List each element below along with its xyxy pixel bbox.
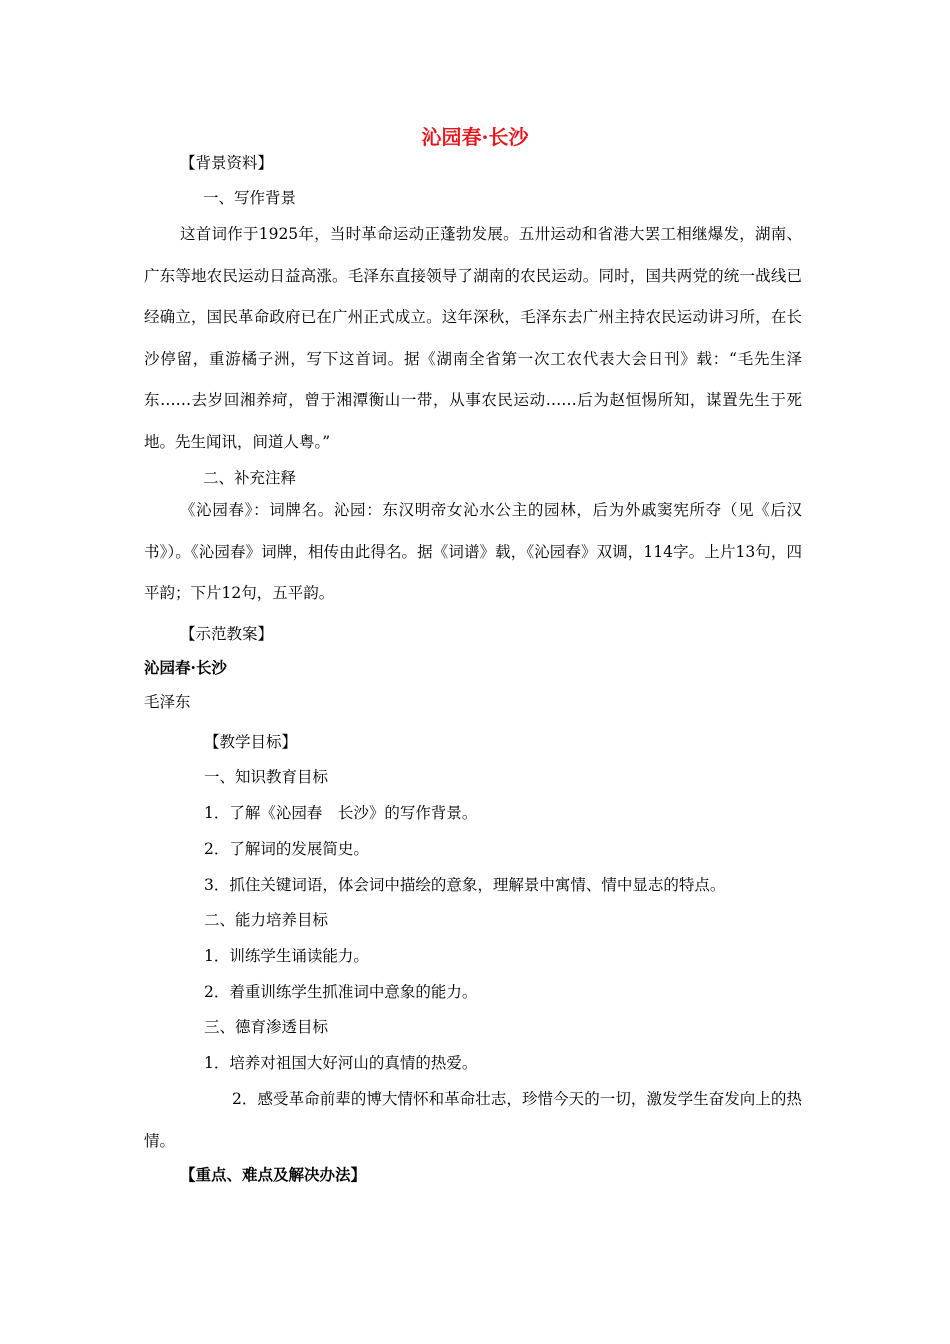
knowledge-goal-item: 2．了解词的发展简史。 (204, 840, 369, 858)
background-heading: 【背景资料】 (180, 154, 274, 172)
page-title: 沁园春·长沙 (421, 125, 529, 149)
writing-background-heading: 一、写作背景 (203, 189, 297, 207)
teaching-goals-heading: 【教学目标】 (204, 733, 298, 751)
ability-goal-item: 1．训练学生诵读能力。 (204, 947, 369, 965)
supplementary-notes-paragraph: 《沁园春》：词牌名。沁园：东汉明帝女沁水公主的园林，后为外戚窦宪所夺（见《后汉书》）。《沁园春》词牌，相传由此得名。据《词谱》载，《沁园春》双调，114字。上片13句，四平韵；下片12句，五平韵。 (144, 501, 802, 602)
key-points-heading: 【重点、难点及解决办法】 (180, 1165, 367, 1184)
moral-goal-item: 1．培养对祖国大好河山的真情的热爱。 (204, 1054, 478, 1072)
knowledge-goal-item: 1．了解《沁园春 长沙》的写作背景。 (204, 804, 478, 822)
moral-goals-heading: 三、德育渗透目标 (204, 1018, 329, 1036)
moral-goal-item: 2．感受革命前辈的博大情怀和革命壮志，珍惜今天的一切，激发学生奋发向上的热情。 (144, 1090, 802, 1150)
writing-background-paragraph: 这首词作于1925年，当时革命运动正蓬勃发展。五卅运动和省港大罢工相继爆发，湖南、广东等地农民运动日益高涨。毛泽东直接领导了湖南的农民运动。同时，国共两党的统一战线已经确立，国民革命政府已在广州正式成立。这年深秋，毛泽东去广州主持农民运动讲习所，在长沙停留，重游橘子洲，写下这首词。据《湖南全省第一次工农代表大会日刊》载：“毛先生泽东……去岁回湘养疴，曾于湘潭衡山一带，从事农民运动……后为赵恒惕所知，谋置先生于死地。先生闻讯，间道人粤。” (144, 225, 802, 451)
supplementary-notes-heading: 二、补充注释 (203, 469, 297, 487)
knowledge-goals-heading: 一、知识教育目标 (204, 768, 329, 786)
ability-goal-item: 2．着重训练学生抓准词中意象的能力。 (204, 983, 478, 1001)
ability-goals-heading: 二、能力培养目标 (204, 911, 329, 929)
poem-title: 沁园春·长沙 (144, 658, 227, 677)
knowledge-goal-item: 3．抓住关键词语，体会词中描绘的意象，理解景中寓情、情中显志的特点。 (204, 876, 726, 894)
poem-author: 毛泽东 (144, 693, 191, 711)
model-lesson-heading: 【示范教案】 (180, 625, 274, 643)
